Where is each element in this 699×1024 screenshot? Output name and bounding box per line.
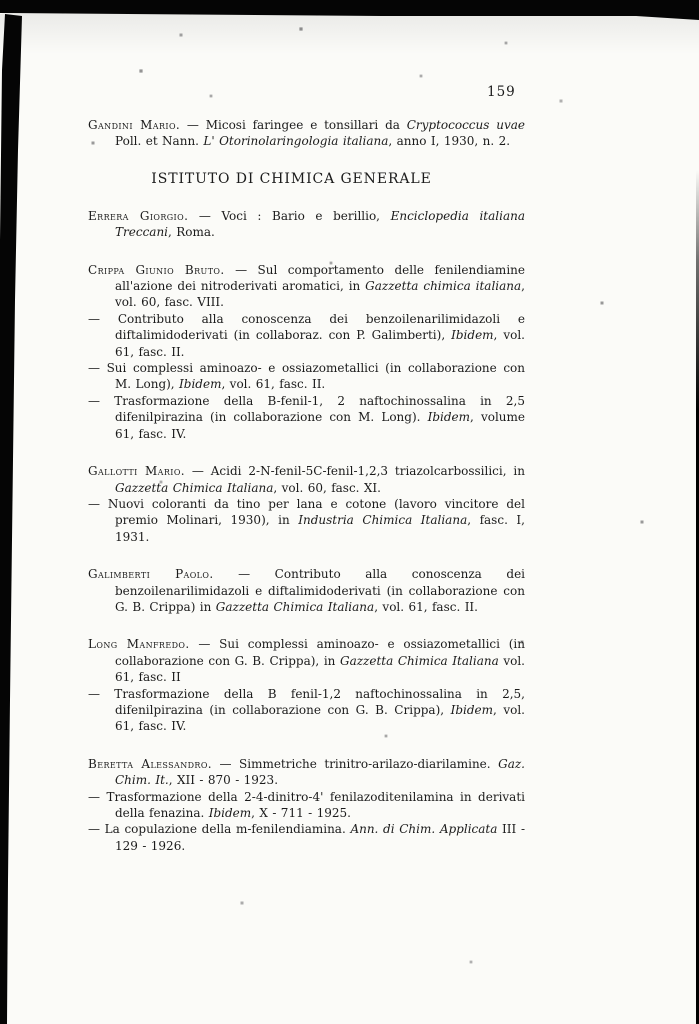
entry-text: , X - 711 - 1925.	[251, 806, 351, 820]
journal-title: Ibidem	[427, 410, 470, 425]
entry-text: , XII - 870 - 1923.	[168, 773, 279, 788]
journal-title: Gazzetta chimica italiana	[365, 279, 522, 294]
author-name: Gallotti Mario.	[88, 464, 186, 479]
journal-title: Gazzetta Chimica Italiana	[339, 653, 499, 668]
entry-group-galimberti	[88, 566, 525, 615]
journal-title: Gaz. Chim. It.	[115, 756, 525, 788]
scan-edge-top	[0, 0, 699, 26]
entry-text: — Micosi faringee e tonsillari da	[180, 118, 407, 132]
entry-text: , vol. 61, fasc. II.	[115, 328, 525, 359]
bib-entry	[88, 636, 525, 685]
entry-text: — Trasformazione della B-fenil-1, 2 naftochinossalina in 2,5 difenilpirazina (in collaborazione con M. Long).	[88, 393, 525, 425]
entry-group-beretta	[88, 756, 525, 854]
entry-text: , Roma.	[168, 225, 215, 240]
bib-entry	[88, 496, 525, 545]
bib-entry	[88, 756, 525, 789]
entry-text: , volume 61, fasc. IV.	[115, 410, 525, 441]
entry-text: III - 129 - 1926.	[115, 822, 525, 853]
bib-entry	[88, 566, 525, 615]
entry-group-errera	[88, 208, 525, 241]
page-content	[88, 117, 525, 875]
author-name: Long Manfredo.	[88, 637, 190, 652]
author-name: Galimberti Paolo.	[88, 567, 214, 582]
entry-text: — Trasformazione della B fenil-1,2 naftochinossalina in 2,5, difenilpirazina (in collaborazione con G. B. Crippa),	[88, 686, 525, 717]
page-number: 159	[487, 84, 516, 100]
entry-group-gandini	[88, 117, 525, 150]
journal-title: Enciclopedia italiana Treccani	[115, 208, 525, 240]
bib-entry	[88, 311, 525, 360]
entry-text: — Sui complessi aminoazo- e ossiazometallici (in collaborazione con G. B. Crippa), in	[115, 637, 526, 668]
entry-group-gallotti	[88, 463, 525, 545]
entry-text: vol. 61, fasc. II	[115, 653, 525, 685]
entry-text: , fasc. I, 1931.	[115, 513, 525, 544]
author-name: Gandini Mario.	[88, 118, 181, 132]
journal-title: Industria Chimica Italiana	[298, 513, 468, 528]
entry-text: — Sul comportamento delle fenilendiamine all'azione dei nitroderivati aromatici, in	[115, 262, 525, 294]
entry-text: — Sui complessi aminoazo- e ossiazometallici (in collaborazione con M. Long),	[88, 361, 525, 392]
entry-text: — Trasformazione della 2-4-dinitro-4' fenilazoditenilamina in derivati della fenazina.	[88, 789, 525, 820]
entry-text: — Contributo alla conoscenza dei benzoilenarilimidazoli e diftalimidoderivati (in collaborazione con G. B. Crippa) in	[115, 567, 526, 614]
entry-text: — Nuovi coloranti da tino per lana e cotone (lavoro vincitore del premio Molinari, 1930), in	[88, 496, 525, 528]
entry-text: Poll. et Nann.	[115, 134, 204, 149]
entry-text: — La copulazione della m-fenilendiamina.	[88, 822, 351, 837]
entry-text: — Voci : Bario e berillio,	[188, 208, 391, 223]
entry-text: — Simmetriche trinitro-arilazo-diarilamine.	[212, 756, 499, 771]
entry-text: , vol. 60, fasc. VIII.	[115, 279, 525, 310]
journal-title: Ibidem	[451, 328, 494, 343]
entry-text: , vol. 61, fasc. II.	[221, 377, 326, 392]
journal-title: Ann. di Chim. Applicata	[350, 822, 498, 837]
journal-title: Ibidem	[179, 377, 222, 392]
journal-title: Ibidem	[208, 806, 252, 820]
bib-entry	[88, 393, 525, 442]
bib-entry	[88, 262, 525, 311]
bib-entry	[88, 117, 525, 150]
journal-title: Cryptococcus uvae	[406, 118, 525, 132]
entry-text: , vol. 61, fasc. II.	[374, 599, 478, 614]
bib-entry	[88, 360, 525, 393]
section-heading: ISTITUTO DI CHIMICA GENERALE	[151, 170, 432, 187]
author-name: Errera Giorgio.	[88, 208, 189, 223]
entry-group-long	[88, 636, 525, 734]
journal-title: Ibidem	[450, 702, 494, 717]
journal-title: Gazzetta Chimica Italiana	[115, 480, 274, 495]
scan-edge-left	[0, 0, 30, 1024]
bib-entry	[88, 686, 525, 735]
entry-group-crippa	[88, 262, 525, 442]
journal-title: L' Otorinolaringologia italiana	[203, 134, 389, 149]
bib-entry	[88, 789, 525, 822]
bib-entry	[88, 821, 525, 854]
entry-text: , anno I, 1930, n. 2.	[388, 134, 511, 149]
entry-text: , vol. 60, fasc. XI.	[273, 480, 381, 495]
author-name: Crippa Giunio Bruto.	[88, 262, 225, 277]
bib-entry	[88, 208, 525, 241]
journal-title: Gazzetta Chimica Italiana	[215, 599, 375, 614]
author-name: Beretta Alessandro.	[88, 756, 213, 771]
entry-text: — Acidi 2-N-fenil-5C-fenil-1,2,3 triazolcarbossilici, in	[185, 464, 525, 479]
bib-entry	[88, 463, 525, 496]
entry-text: , vol. 61, fasc. IV.	[115, 702, 525, 734]
entry-text: — Contributo alla conoscenza dei benzoilenarilimidazoli e diftalimidoderivati (in collaboraz. con P. Galimberti),	[88, 311, 525, 343]
